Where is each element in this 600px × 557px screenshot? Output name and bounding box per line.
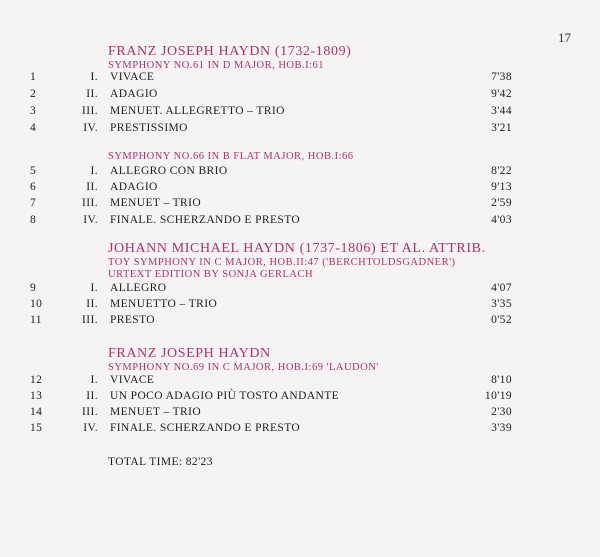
movement-number: IV.	[83, 422, 98, 434]
track-row	[0, 280, 600, 297]
movement-number: III.	[82, 105, 98, 117]
track-number: 3	[30, 105, 37, 117]
track-duration: 3'21	[491, 122, 512, 134]
movement-number: I.	[90, 165, 98, 177]
track-row	[0, 69, 600, 86]
track-duration: 4'03	[491, 214, 512, 226]
track-number: 8	[30, 214, 37, 226]
track-title: MENUET – TRIO	[110, 197, 202, 209]
track-duration: 9'42	[491, 88, 512, 100]
track-title: UN POCO ADAGIO PIÙ TOSTO ANDANTE	[110, 390, 340, 402]
movement-number: I.	[90, 282, 98, 294]
track-row	[0, 372, 600, 389]
work-title: SYMPHONY NO.69 IN C MAJOR, HOB.I:69 'LAUDON'	[108, 362, 379, 373]
track-duration: 8'22	[491, 165, 512, 177]
movement-number: I.	[90, 71, 98, 83]
composer-heading: FRANZ JOSEPH HAYDN (1732-1809)	[108, 44, 352, 59]
track-number: 11	[30, 314, 42, 326]
track-number: 12	[30, 374, 43, 386]
total-time: TOTAL TIME: 82'23	[108, 456, 213, 468]
track-number: 15	[30, 422, 43, 434]
track-duration: 7'38	[491, 71, 512, 83]
track-title: VIVACE	[110, 71, 155, 83]
track-row	[0, 420, 600, 437]
track-number: 10	[30, 298, 43, 310]
track-row	[0, 179, 600, 196]
track-row	[0, 388, 600, 405]
track-title: FINALE. SCHERZANDO E PRESTO	[110, 214, 301, 226]
movement-number: IV.	[83, 122, 98, 134]
track-title: ADAGIO	[110, 181, 158, 193]
track-duration: 3'39	[491, 422, 512, 434]
track-row	[0, 163, 600, 180]
track-number: 4	[30, 122, 37, 134]
edition-note: URTEXT EDITION BY SONJA GERLACH	[108, 269, 314, 280]
section-header	[108, 44, 351, 72]
track-title: PRESTO	[110, 314, 156, 326]
movement-number: III.	[82, 314, 98, 326]
track-row	[0, 404, 600, 421]
track-duration: 2'59	[491, 197, 512, 209]
track-row	[0, 195, 600, 212]
movement-number: IV.	[83, 214, 98, 226]
track-title: MENUET – TRIO	[110, 406, 202, 418]
track-title: ALLEGRO	[110, 282, 167, 294]
track-title: FINALE. SCHERZANDO E PRESTO	[110, 422, 301, 434]
track-row	[0, 312, 600, 329]
work-title: SYMPHONY NO.61 IN D MAJOR, HOB.I:61	[108, 60, 325, 71]
movement-number: II.	[86, 88, 98, 100]
composer-heading: JOHANN MICHAEL HAYDN (1737-1806) ET AL. ATTRIB.	[108, 241, 486, 256]
track-duration: 4'07	[491, 282, 512, 294]
work-title: TOY SYMPHONY IN C MAJOR, HOB.II:47 ('BERCHTOLDSGADNER')	[108, 257, 456, 268]
track-row	[0, 212, 600, 229]
movement-number: II.	[86, 298, 98, 310]
track-number: 2	[30, 88, 37, 100]
track-duration: 8'10	[491, 374, 512, 386]
track-title: ALLEGRO CON BRIO	[110, 165, 228, 177]
track-duration: 9'13	[491, 181, 512, 193]
work-title: SYMPHONY NO.66 IN B FLAT MAJOR, HOB.I:66	[108, 151, 354, 162]
movement-number: II.	[86, 390, 98, 402]
movement-number: I.	[90, 374, 98, 386]
track-duration: 2'30	[491, 406, 512, 418]
track-title: VIVACE	[110, 374, 155, 386]
track-duration: 10'19	[484, 390, 512, 402]
track-duration: 0'52	[491, 314, 512, 326]
track-number: 6	[30, 181, 37, 193]
track-duration: 3'35	[491, 298, 512, 310]
track-row	[0, 86, 600, 103]
track-duration: 3'44	[491, 105, 512, 117]
track-number: 7	[30, 197, 37, 209]
page-number: 17	[558, 30, 571, 45]
track-number: 13	[30, 390, 43, 402]
section-header	[108, 346, 379, 374]
track-title: PRESTISSIMO	[110, 122, 188, 134]
movement-number: III.	[82, 197, 98, 209]
track-row	[0, 296, 600, 313]
movement-number: III.	[82, 406, 98, 418]
track-title: MENUET. ALLEGRETTO – TRIO	[110, 105, 285, 117]
track-title: ADAGIO	[110, 88, 158, 100]
track-row	[0, 120, 600, 137]
section-header	[108, 151, 353, 163]
section-header	[108, 241, 486, 281]
track-number: 5	[30, 165, 37, 177]
track-number: 9	[30, 282, 37, 294]
track-number: 1	[30, 71, 37, 83]
track-number: 14	[30, 406, 43, 418]
movement-number: II.	[86, 181, 98, 193]
composer-heading: FRANZ JOSEPH HAYDN	[108, 346, 271, 361]
track-title: MENUETTO – TRIO	[110, 298, 218, 310]
track-row	[0, 103, 600, 120]
